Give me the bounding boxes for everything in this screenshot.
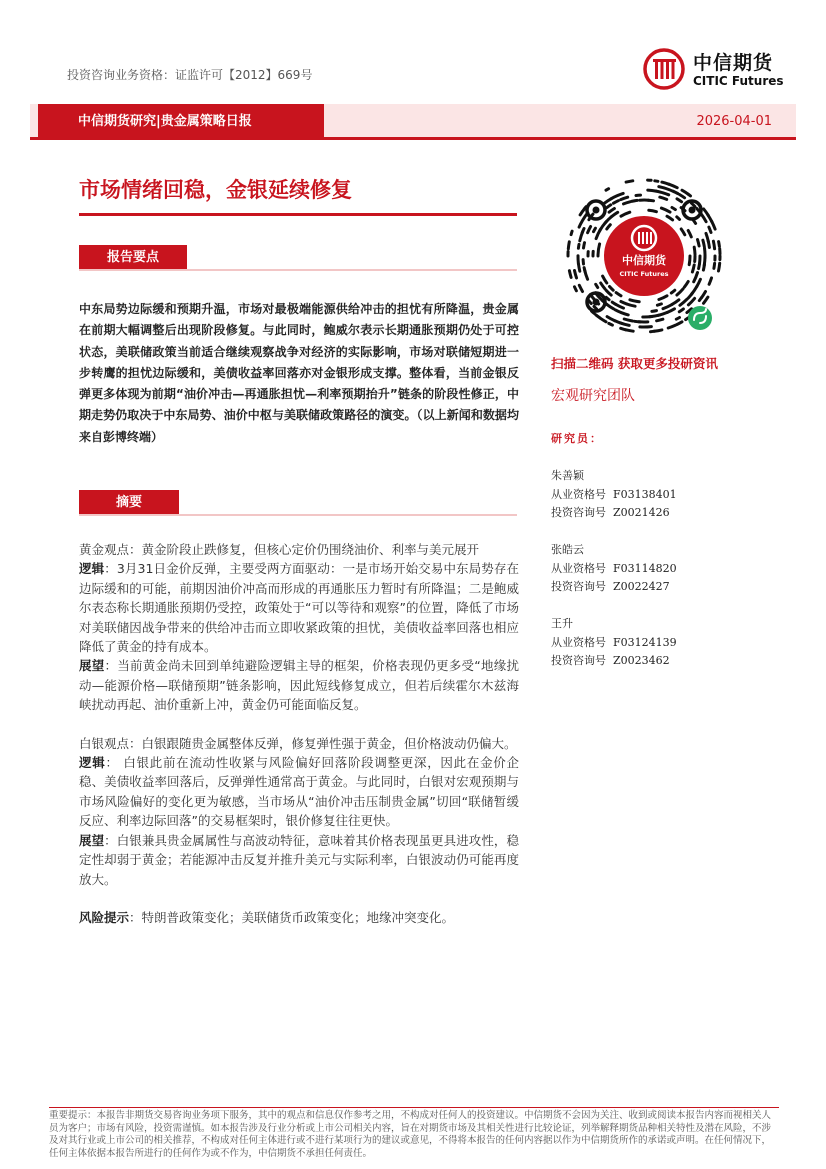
analyst-card xyxy=(551,615,791,671)
analysts-label: 研究员： xyxy=(551,432,603,445)
gold-logic-text: ：3月31日金价反弹，主要受两方面驱动：一是市场开始交易中东局势存在边际缓和的可能，前期因油价冲高而形成的再通胀压力暂时有所降温；二是鲍威尔表态称长期通胀预期仍受控，政策处于“可以等待和观察”的位置，降低了市场对美联储因战争带来的供给冲击而立即收紧政策的担忧，美债收益率回落也相应降低了黄金的持有成本。 xyxy=(79,561,519,655)
gold-view: 黄金观点：黄金阶段止跌修复，但核心定价仍围绕油价、利率与美元展开 xyxy=(79,542,480,557)
silver-outlook-label: 展望 xyxy=(79,832,105,848)
summary-body xyxy=(79,540,519,927)
gold-logic xyxy=(79,559,519,656)
analyst-card xyxy=(551,467,791,523)
analyst-name: 朱善颖 xyxy=(551,469,584,482)
paragraph-gap xyxy=(79,715,519,734)
logo-chinese-name: 中信期货 xyxy=(693,52,774,74)
analyst-cert: 从业资格号 F03138401 xyxy=(551,487,677,501)
report-title: 市场情绪回稳，金银延续修复 xyxy=(79,178,352,202)
qr-logo-en: CITIC Futures xyxy=(619,270,669,278)
citic-seal-icon xyxy=(643,48,685,90)
gold-outlook-label: 展望 xyxy=(79,658,105,674)
keypoints-divider xyxy=(79,269,517,271)
analyst-consult: 投资咨询号 Z0021426 xyxy=(551,506,670,519)
silver-outlook xyxy=(79,831,519,889)
risk-text: ：特朗普政策变化；美联储货币政策变化；地缘冲突变化。 xyxy=(129,909,455,925)
qr-logo-cn: 中信期货 xyxy=(622,254,666,267)
disclaimer: 重要提示：本报告非期货交易咨询业务项下服务，其中的观点和信息仅作参考之用，不构成对任何人的投资建议。中信期货不会因为关注、收到或阅读本报告内容而视相关人员为客户；市场有风险，投资需谨慎。如本报告涉及行业分析或上市公司相关内容，旨在对期货市场及其相关性进行比较论证，列举解释期货品种相关特性及潜在风险，不涉及对其行业或上市公司的相关推荐，不构成对任何主体进行或不进行某项行为的建议或意见，不得将本报告的任何内容据以作为中信期货所作的承诺或声明。在任何情况下，任何主体依据本报告所进行的任何作为或不作为，中信期货不承担任何责任。 xyxy=(49,1107,779,1160)
silver-logic xyxy=(79,753,519,831)
title-divider xyxy=(79,213,517,216)
risk-label: 风险提示 xyxy=(79,909,130,925)
summary-divider xyxy=(79,514,517,516)
qr-caption: 扫描二维码 获取更多投研资讯 xyxy=(551,356,718,371)
paragraph-gap xyxy=(79,889,519,908)
analyst-consult: 投资咨询号 Z0022427 xyxy=(551,580,670,593)
keypoints-text: 中东局势边际缓和预期升温，市场对最极端能源供给冲击的担忧有所降温，贵金属在前期大幅调整后出现阶段修复。与此同时，鲍威尔表示长期通胀预期仍处于可控状态，美联储政策当前适合继续观察战争对经济的实际影响，市场对联储短期进一步转鹰的担忧边际缓和，美债收益率回落亦对金银形成支撑。整体看，当前金银反弹更多体现为前期“油价冲击—再通胀担忧—利率预期抬升”链条的阶段性修正，中期走势仍取决于中东局势、油价中枢与美联储政策路径的演变。（以上新闻和数据均来自彭博终端） xyxy=(79,302,519,444)
citic-futures-logo xyxy=(643,46,803,94)
license-text: 投资咨询业务资格：证监许可【2012】669号 xyxy=(67,68,313,82)
analyst-name: 王升 xyxy=(551,617,573,630)
logo-english-name: CITIC Futures xyxy=(693,74,784,88)
silver-logic-label: 逻辑 xyxy=(79,755,106,771)
analyst-card xyxy=(551,541,791,597)
gold-outlook-text: ：当前黄金尚未回到单纯避险逻辑主导的框架，价格表现仍更多受“地缘扰动—能源价格—联储预期”链条影响，因此短线修复成立，但若后续霍尔木兹海峡扰动再起、油价重新上冲，黄金仍可能面临反复。 xyxy=(79,658,519,713)
mini-program-icon xyxy=(688,306,712,330)
analyst-cert: 从业资格号 F03114820 xyxy=(551,561,677,575)
research-team: 宏观研究团队 xyxy=(551,388,635,404)
analyst-name: 张皓云 xyxy=(551,543,584,556)
analyst-consult: 投资咨询号 Z0023462 xyxy=(551,654,670,667)
keypoints-heading: 报告要点 xyxy=(79,245,187,271)
gold-logic-label: 逻辑 xyxy=(79,561,105,577)
gold-outlook xyxy=(79,656,519,714)
silver-view: 白银观点：白银跟随贵金属整体反弹，修复弹性强于黄金，但价格波动仍偏大。 xyxy=(79,735,517,751)
summary-header xyxy=(79,490,517,516)
summary-heading: 摘要 xyxy=(79,490,179,516)
keypoints-header xyxy=(79,245,517,271)
silver-logic-text: ： 白银此前在流动性收紧与风险偏好回落阶段调整更深，因此在金价企稳、美债收益率回落后，反弹弹性通常高于黄金。与此同时，白银对宏观预期与市场风险偏好的变化更为敏感，当市场从“油价冲击压制贵金属”切回“联储暂缓反应、利率边际回落”的交易框架时，银价修复往往更快。 xyxy=(79,755,519,829)
silver-outlook-text: ：白银兼具贵金属属性与高波动特征，意味着其价格表现虽更具进攻性，稳定性却弱于黄金；若能源冲击反复并推升美元与实际利率，白银波动仍可能再度放大。 xyxy=(79,832,519,887)
analyst-cert: 从业资格号 F03124139 xyxy=(551,635,677,649)
report-date: 2026-04-01 xyxy=(696,114,772,129)
risk-warning xyxy=(79,908,519,927)
wechat-mini-program-code[interactable] xyxy=(566,170,722,340)
report-series-label: 中信期货研究|贵金属策略日报 xyxy=(38,104,324,140)
report-banner xyxy=(30,104,796,140)
